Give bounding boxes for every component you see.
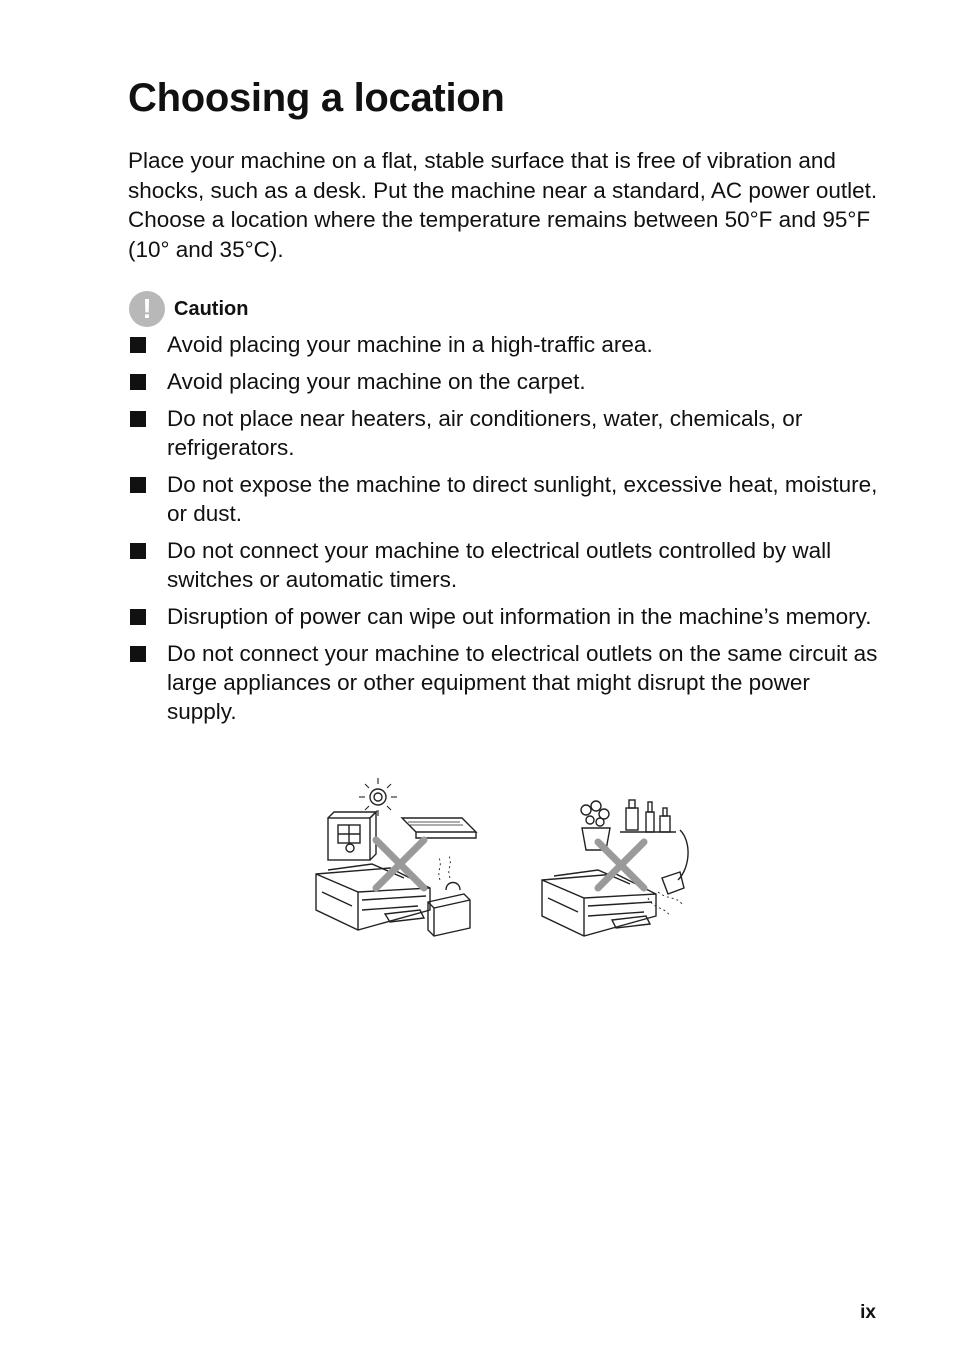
caution-header	[129, 291, 248, 327]
page-number: ix	[860, 1302, 876, 1323]
square-bullet-icon	[130, 646, 146, 662]
caution-list	[128, 330, 878, 734]
square-bullet-icon	[130, 477, 146, 493]
list-item-text: Do not expose the machine to direct sunlight, excessive heat, moisture, or dust.	[167, 472, 878, 526]
list-item	[128, 536, 878, 594]
fax-machine-near-liquids-and-dust-icon	[530, 770, 705, 940]
fax-machine-near-heat-sources-icon	[300, 770, 485, 940]
square-bullet-icon	[130, 543, 146, 559]
list-item-text: Do not connect your machine to electrical outlets on the same circuit as large appliances or other equipment that might disrupt the power supply.	[167, 641, 878, 724]
page-title: Choosing a location	[128, 76, 505, 120]
list-item	[128, 639, 878, 726]
list-item	[128, 367, 878, 396]
list-item-text: Avoid placing your machine on the carpet.	[167, 369, 586, 394]
square-bullet-icon	[130, 337, 146, 353]
square-bullet-icon	[130, 411, 146, 427]
list-item-text: Avoid placing your machine in a high-traffic area.	[167, 332, 653, 357]
exclamation-circle-icon: !	[129, 291, 165, 327]
list-item-text: Disruption of power can wipe out information in the machine’s memory.	[167, 604, 872, 629]
list-item-text: Do not connect your machine to electrical outlets controlled by wall switches or automatic timers.	[167, 538, 832, 592]
caution-label: Caution	[174, 297, 249, 320]
list-item	[128, 404, 878, 462]
list-item	[128, 470, 878, 528]
list-item-text: Do not place near heaters, air conditioners, water, chemicals, or refrigerators.	[167, 406, 803, 460]
list-item	[128, 330, 878, 359]
list-item	[128, 602, 878, 631]
square-bullet-icon	[130, 374, 146, 390]
intro-paragraph: Place your machine on a flat, stable surface that is free of vibration and shocks, such as a desk. Put the machine near a standard, AC power outlet. Choose a location where the temperature remains between 50°F and 95°F (10° and 35°C).	[128, 148, 878, 262]
square-bullet-icon	[130, 609, 146, 625]
